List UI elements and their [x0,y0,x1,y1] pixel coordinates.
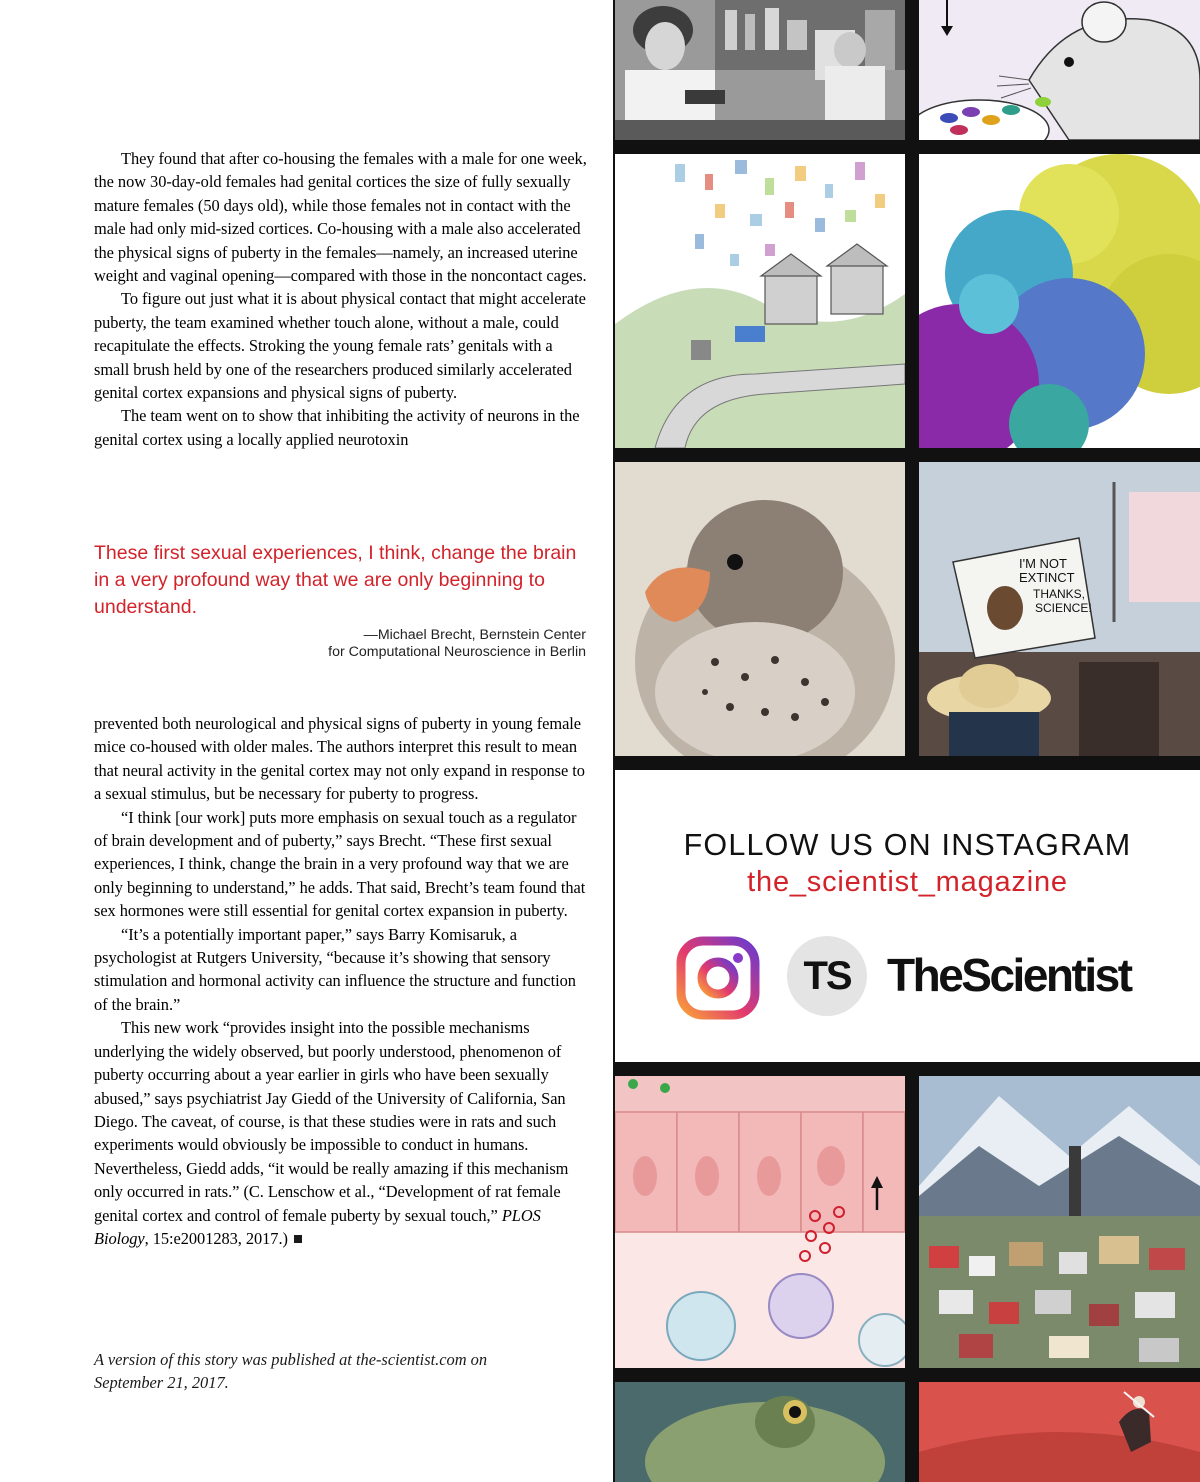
instagram-promo [615,770,1200,1062]
ts-logo-badge: TS [787,936,867,1016]
mouse-illustration-tile [919,0,1200,140]
protein-structure-tile [919,154,1200,448]
horse-illustration-tile [919,1382,1200,1482]
horse-illustration [919,1382,1200,1482]
article-paragraph [94,1016,590,1250]
city-landscape-photo [919,1076,1200,1368]
publication-note-line: A version of this story was published at the-scientist.com on [94,1350,488,1369]
pull-quote-block [94,540,590,661]
cell-illustration [615,1076,905,1368]
article-block-bottom [94,712,590,1250]
frog-photo [615,1382,905,1482]
the-scientist-wordmark: TheScientist [887,949,1131,1001]
city-landscape-tile [919,1076,1200,1368]
citation-tail: , 15:e2001283, 2017.) [144,1228,288,1248]
cell-illustration-tile [615,1076,905,1368]
article-paragraph: “I think [our work] puts more emphasis on sexual touch as a regulator of brain development and of puberty,” says Brecht. “These first sexual experiences, I think, change the brain in a very profound way that we are only beginning to understand,” he adds. That said, Brecht’s team found that sex hormones were still essential for genital cortex expansion in puberty. [94,807,586,921]
frog-photo-tile [615,1382,905,1482]
attribution-line: for Computational Neuroscience in Berlin [328,644,586,660]
protest-sign-text: EXTINCT [1019,570,1075,585]
attribution-line: —Michael Brecht, Bernstein Center [363,627,586,643]
instagram-icon[interactable] [676,936,760,1020]
lab-photo-tile [615,0,905,140]
article-paragraph: To figure out just what it is about physical contact that might accelerate puberty, the team examined whether touch alone, without a male, could recapitulate the effects. Stroking the young female rats’ genitals with a small brush held by one of the researchers produced similarly accelerated genital cortex expansions and physical signs of puberty. [94,289,586,403]
article-block-top [94,147,590,451]
protest-sign-text: I'M NOT [1019,556,1067,571]
lab-photo-image [615,0,905,140]
pollution-illustration [615,154,905,448]
publication-note [94,1348,590,1394]
finch-photo-tile [615,462,905,756]
journal-name: PLOS Biology [94,1205,541,1248]
article-paragraph: “It’s a potentially important paper,” says Barry Komisaruk, a psychologist at Rutgers University, “because it’s showing that sensory stimulation and hormonal activity can influence the structure and function of the brain.” [94,924,576,1014]
article-paragraph: The team went on to show that inhibiting the activity of neurons in the genital cortex using a locally applied neurotoxin [94,406,580,449]
follow-us-heading: FOLLOW US ON INSTAGRAM [683,828,1132,862]
mouse-illustration [919,0,1200,140]
protein-structure-image [919,154,1200,448]
paragraph-text: This new work “provides insight into the possible mechanisms underlying the widely observed, but poorly understood, phenomenon of puberty occurring about a year earlier in girls who have been sexually abused,” says psychiatrist Jay Giedd of the University of California, San Diego. The caveat, of course, is that these studies were in rats and such experiments would obviously be impossible to conduct in humans. Nevertheless, Giedd adds, “it would be really amazing if this mechanism only occurred in rats.” (C. Lenschow et al., “Development of rat female genital cortex and control of female puberty by sexual touch,” [94,1018,569,1225]
pull-quote: These first sexual experiences, I think, change the brain in a very profound way that we are only beginning to understand. [94,542,577,618]
article-paragraph: They found that after co-housing the females with a male for one week, the now 30-day-old females had genital cortices the size of fully sexually mature females (50 days old), while those females not in contact with the male had only mid-sized cortices. Co-housing with a male also accelerated the physical signs of puberty in the females—namely, an increased uterine weight and vaginal opening—compared with those in the noncontact cages. [94,149,587,286]
science-march-photo [919,462,1200,756]
protest-sign-text: SCIENCE! [1035,601,1092,615]
instagram-handle[interactable]: the_scientist_magazine [747,866,1068,898]
plastic-pollution-illustration-tile [615,154,905,448]
protest-sign-text: THANKS, [1033,587,1086,601]
pull-quote-attribution [94,627,586,661]
science-march-photo-tile [919,462,1200,756]
finch-photo [615,462,905,756]
end-of-article-mark [294,1235,302,1243]
article-paragraph: prevented both neurological and physical signs of puberty in young female mice co-housed with older males. The authors interpret this result to mean that neural activity in the genital cortex may not only expand in response to a sexual stimulus, but be necessary for puberty to progress. [94,714,585,804]
publication-note-line: September 21, 2017. [94,1373,229,1392]
